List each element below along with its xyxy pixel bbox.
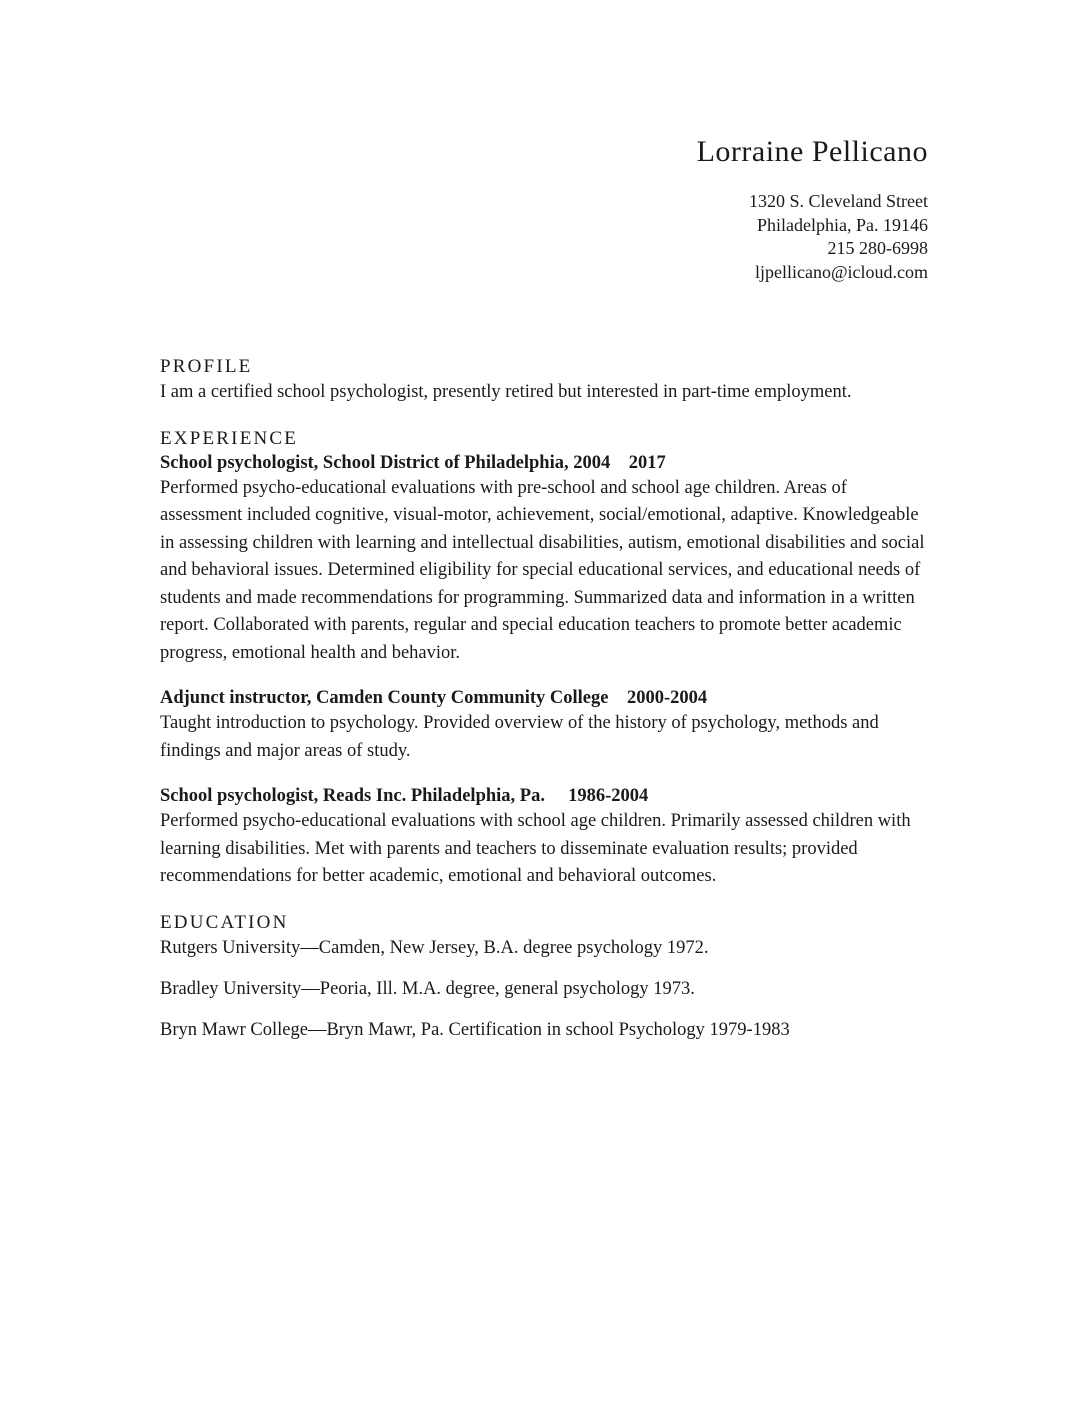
job-title: Adjunct instructor, Camden County Community College 2000-2004 [160, 688, 708, 708]
job-description: Performed psycho-educational evaluations with school age children. Primarily assessed children with learning disabilities. Met with parents and teachers to disseminate evaluation results; provided recommendations for better academic, emotional and behavioral outcomes. [160, 811, 911, 886]
education-section [160, 911, 930, 1044]
resume-header [697, 132, 928, 284]
education-heading: EDUCATION [160, 911, 289, 933]
job-entry [160, 686, 930, 765]
experience-section [160, 427, 930, 891]
person-name: Lorraine Pellicano [696, 135, 928, 168]
job-entry [160, 784, 930, 891]
experience-heading: EXPERIENCE [160, 427, 299, 449]
education-entry: Bryn Mawr College—Bryn Mawr, Pa. Certification in school Psychology 1979-1983 [160, 1019, 790, 1040]
profile-heading: PROFILE [160, 356, 253, 377]
address-line-2: Philadelphia, Pa. 19146 [757, 214, 928, 235]
job-entry [160, 451, 930, 668]
phone-number: 215 280-6998 [827, 238, 928, 258]
job-description: Performed psycho-educational evaluations with pre-school and school age children. Areas of assessment included cognitive, visual-motor, achievement, social/emotional, adaptive. Knowledgeable in assessing children with learning and intellectual disabilities, autism, emotional disabilities and social and behavioral issues. Determined eligibility for special educational services, and educational needs of students and made recommendations for programming. Summarized data and information in a written report. Collaborated with parents, regular and special education teachers to promote better academic progress, emotional health and behavior. [160, 477, 925, 663]
email-address: ljpellicano@icloud.com [754, 261, 928, 282]
profile-text: I am a certified school psychologist, presently retired but interested in part-time employment. [160, 382, 852, 402]
resume-body [160, 355, 930, 1058]
address-line-1: 1320 S. Cleveland Street [749, 191, 928, 211]
job-title: School psychologist, School District of Philadelphia, 2004 2017 [160, 452, 666, 473]
job-title: School psychologist, Reads Inc. Philadelphia, Pa. 1986-2004 [160, 786, 649, 806]
education-entry: Bradley University—Peoria, Ill. M.A. degree, general psychology 1973. [160, 978, 695, 999]
education-entry: Rutgers University—Camden, New Jersey, B.A. degree psychology 1972. [160, 937, 709, 958]
job-description: Taught introduction to psychology. Provided overview of the history of psychology, methods and findings and major areas of study. [160, 713, 879, 761]
profile-section [160, 355, 930, 407]
